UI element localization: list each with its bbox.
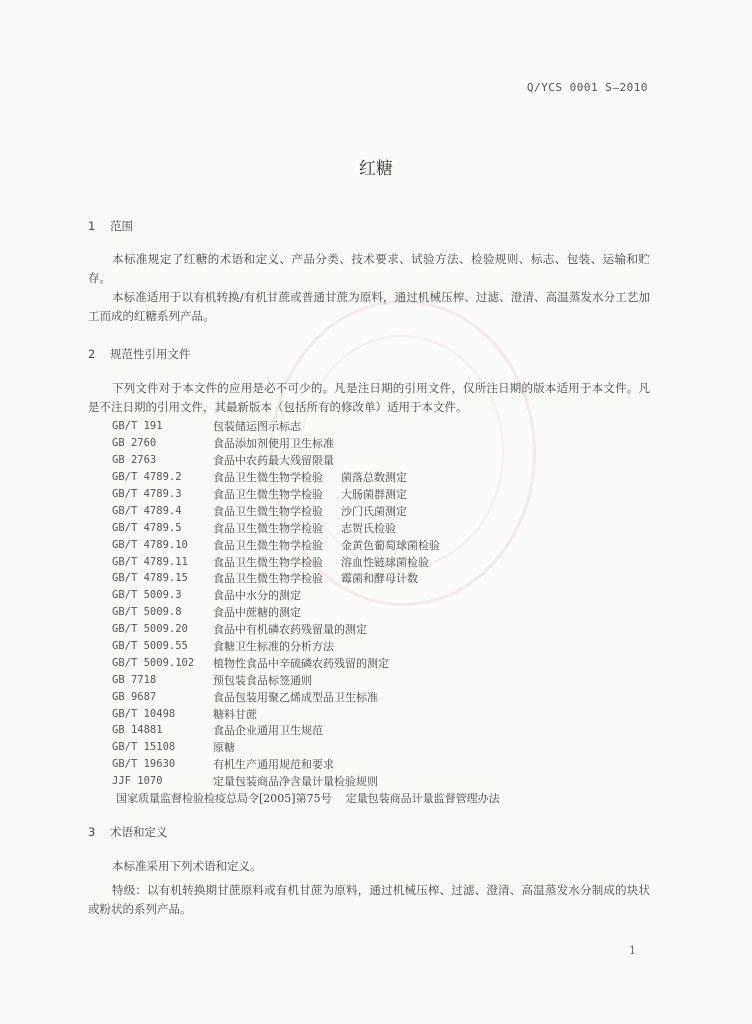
reference-row [112, 452, 652, 469]
reference-row [112, 486, 652, 503]
reference-code: GB/T 4789.2 [112, 471, 182, 484]
reference-row [112, 654, 652, 671]
reference-subtitle: 志贺氏检验 [341, 521, 396, 535]
reference-title: 食品卫生微生物学检验 [213, 504, 323, 518]
reference-code: JJF 1070 [112, 775, 163, 788]
reference-title: 国家质量监督检验检疫总局令[2005]第75号 [116, 792, 332, 806]
reference-title: 食品中农药最大残留限量 [213, 454, 334, 468]
reference-title: 食品中蔗糖的测定 [213, 606, 301, 620]
reference-row [112, 621, 652, 638]
reference-row [112, 570, 652, 587]
section-title: 规范性引用文件 [110, 347, 191, 361]
reference-code: GB/T 4789.5 [112, 521, 182, 534]
section-heading-terms [88, 824, 168, 840]
reference-code: GB 7718 [112, 673, 157, 686]
document-title: 红糖 [359, 159, 393, 179]
reference-title: 包装储运图示标志 [213, 420, 301, 434]
reference-row [112, 739, 652, 756]
reference-code: GB 2760 [112, 437, 157, 450]
reference-row [112, 705, 652, 722]
section-heading-scope [88, 218, 133, 234]
reference-row-decree [116, 790, 652, 807]
reference-row [112, 773, 652, 790]
reference-title: 糖料甘蔗 [213, 707, 257, 721]
reference-row [112, 604, 652, 621]
section-number: 1 [88, 219, 96, 233]
reference-row [112, 638, 652, 655]
reference-subtitle: 大肠菌群测定 [341, 488, 407, 501]
reference-title: 食品卫生微生物学检验 [213, 521, 323, 535]
reference-title: 食品中有机磷农药残留量的测定 [213, 623, 367, 637]
reference-code: GB/T 4789.4 [112, 504, 182, 517]
reference-row [112, 671, 652, 688]
reference-code: GB/T 5009.102 [112, 656, 195, 669]
reference-code: GB 9687 [112, 690, 157, 703]
reference-row [112, 756, 652, 773]
section-number: 2 [88, 347, 96, 361]
section-number: 3 [88, 825, 96, 839]
reference-subtitle: 沙门氏菌测定 [341, 504, 407, 518]
reference-row [112, 553, 652, 570]
paragraph: 本标准适用于以有机转换/有机甘蔗或普通甘蔗为原料，通过机械压榨、过滤、澄清、高温蒸发水分工艺加工而成的红糖系列产品。 [88, 290, 650, 323]
reference-code: GB/T 5009.20 [112, 623, 188, 636]
reference-code: GB/T 10498 [112, 707, 176, 720]
reference-code: GB/T 4789.15 [112, 572, 188, 585]
reference-code: GB/T 15108 [112, 741, 176, 754]
reference-title: 食品卫生微生物学检验 [213, 538, 323, 552]
reference-title: 有机生产通用规范和要求 [213, 758, 334, 772]
reference-subtitle: 溶血性链球菌检验 [341, 555, 429, 569]
page-number: 1 [629, 944, 636, 957]
paragraph: 下列文件对于本文件的应用是必不可少的。凡是注日期的引用文件，仅所注日期的版本适用于本文件。凡是不注日期的引用文件，其最新版本（包括所有的修改单）适用于本文件。 [88, 381, 650, 414]
paragraph: 本标准采用下列术语和定义。 [112, 859, 262, 873]
reference-row [112, 469, 652, 486]
reference-subtitle: 定量包装商品计量监督管理办法 [345, 792, 500, 806]
reference-title: 食品添加剂使用卫生标准 [213, 437, 334, 451]
reference-subtitle: 霉菌和酵母计数 [341, 572, 418, 586]
reference-row [112, 536, 652, 553]
reference-code: GB 14881 [112, 724, 163, 737]
reference-title: 食品卫生微生物学检验 [213, 488, 323, 501]
reference-code: GB/T 19630 [112, 758, 176, 771]
reference-code: GB/T 5009.3 [112, 589, 182, 602]
reference-row [112, 722, 652, 739]
reference-title: 食品卫生微生物学检验 [213, 471, 323, 485]
paragraph: 特级：以有机转换期甘蔗原料或有机甘蔗为原料，通过机械压榨、过滤、澄清、高温蒸发水分制成的块状或粉状的系列产品。 [88, 883, 650, 916]
reference-title: 预包装食品标签通则 [213, 673, 312, 687]
reference-title: 食品卫生微生物学检验 [213, 572, 323, 586]
reference-title: 原糖 [213, 741, 235, 755]
reference-subtitle: 金黄色葡萄球菌检验 [341, 538, 440, 552]
reference-code: GB/T 191 [112, 420, 163, 433]
reference-list [112, 418, 652, 806]
reference-code: GB/T 4789.3 [112, 488, 182, 500]
section-title: 范围 [110, 219, 133, 233]
document-number: Q/YCS 0001 S—2010 [526, 81, 648, 94]
section-heading-normative [88, 346, 191, 362]
reference-code: GB/T 4789.11 [112, 555, 188, 568]
reference-row [112, 418, 652, 435]
reference-row [112, 502, 652, 519]
paragraph: 本标准规定了红糖的术语和定义、产品分类、技术要求、试验方法、检验规则、标志、包装、运输和贮存。 [88, 252, 650, 285]
reference-code: GB/T 5009.55 [112, 640, 188, 653]
reference-row [112, 587, 652, 604]
reference-title: 食品企业通用卫生规范 [213, 724, 323, 738]
reference-title: 定量包装商品净含量计量检验规则 [213, 775, 378, 789]
reference-row [112, 435, 652, 452]
reference-title: 食品中水分的测定 [213, 589, 301, 603]
reference-title: 植物性食品中辛硫磷农药残留的测定 [213, 656, 389, 670]
reference-code: GB/T 5009.8 [112, 606, 182, 619]
reference-row [112, 688, 652, 705]
reference-code: GB 2763 [112, 454, 157, 467]
section-title: 术语和定义 [110, 825, 168, 839]
reference-subtitle: 菌落总数测定 [341, 471, 407, 485]
reference-code: GB/T 4789.10 [112, 538, 188, 551]
reference-title: 食糖卫生标准的分析方法 [213, 640, 334, 654]
reference-title: 食品卫生微生物学检验 [213, 555, 323, 569]
reference-row [112, 519, 652, 536]
reference-title: 食品包装用聚乙烯成型品卫生标准 [213, 690, 378, 704]
